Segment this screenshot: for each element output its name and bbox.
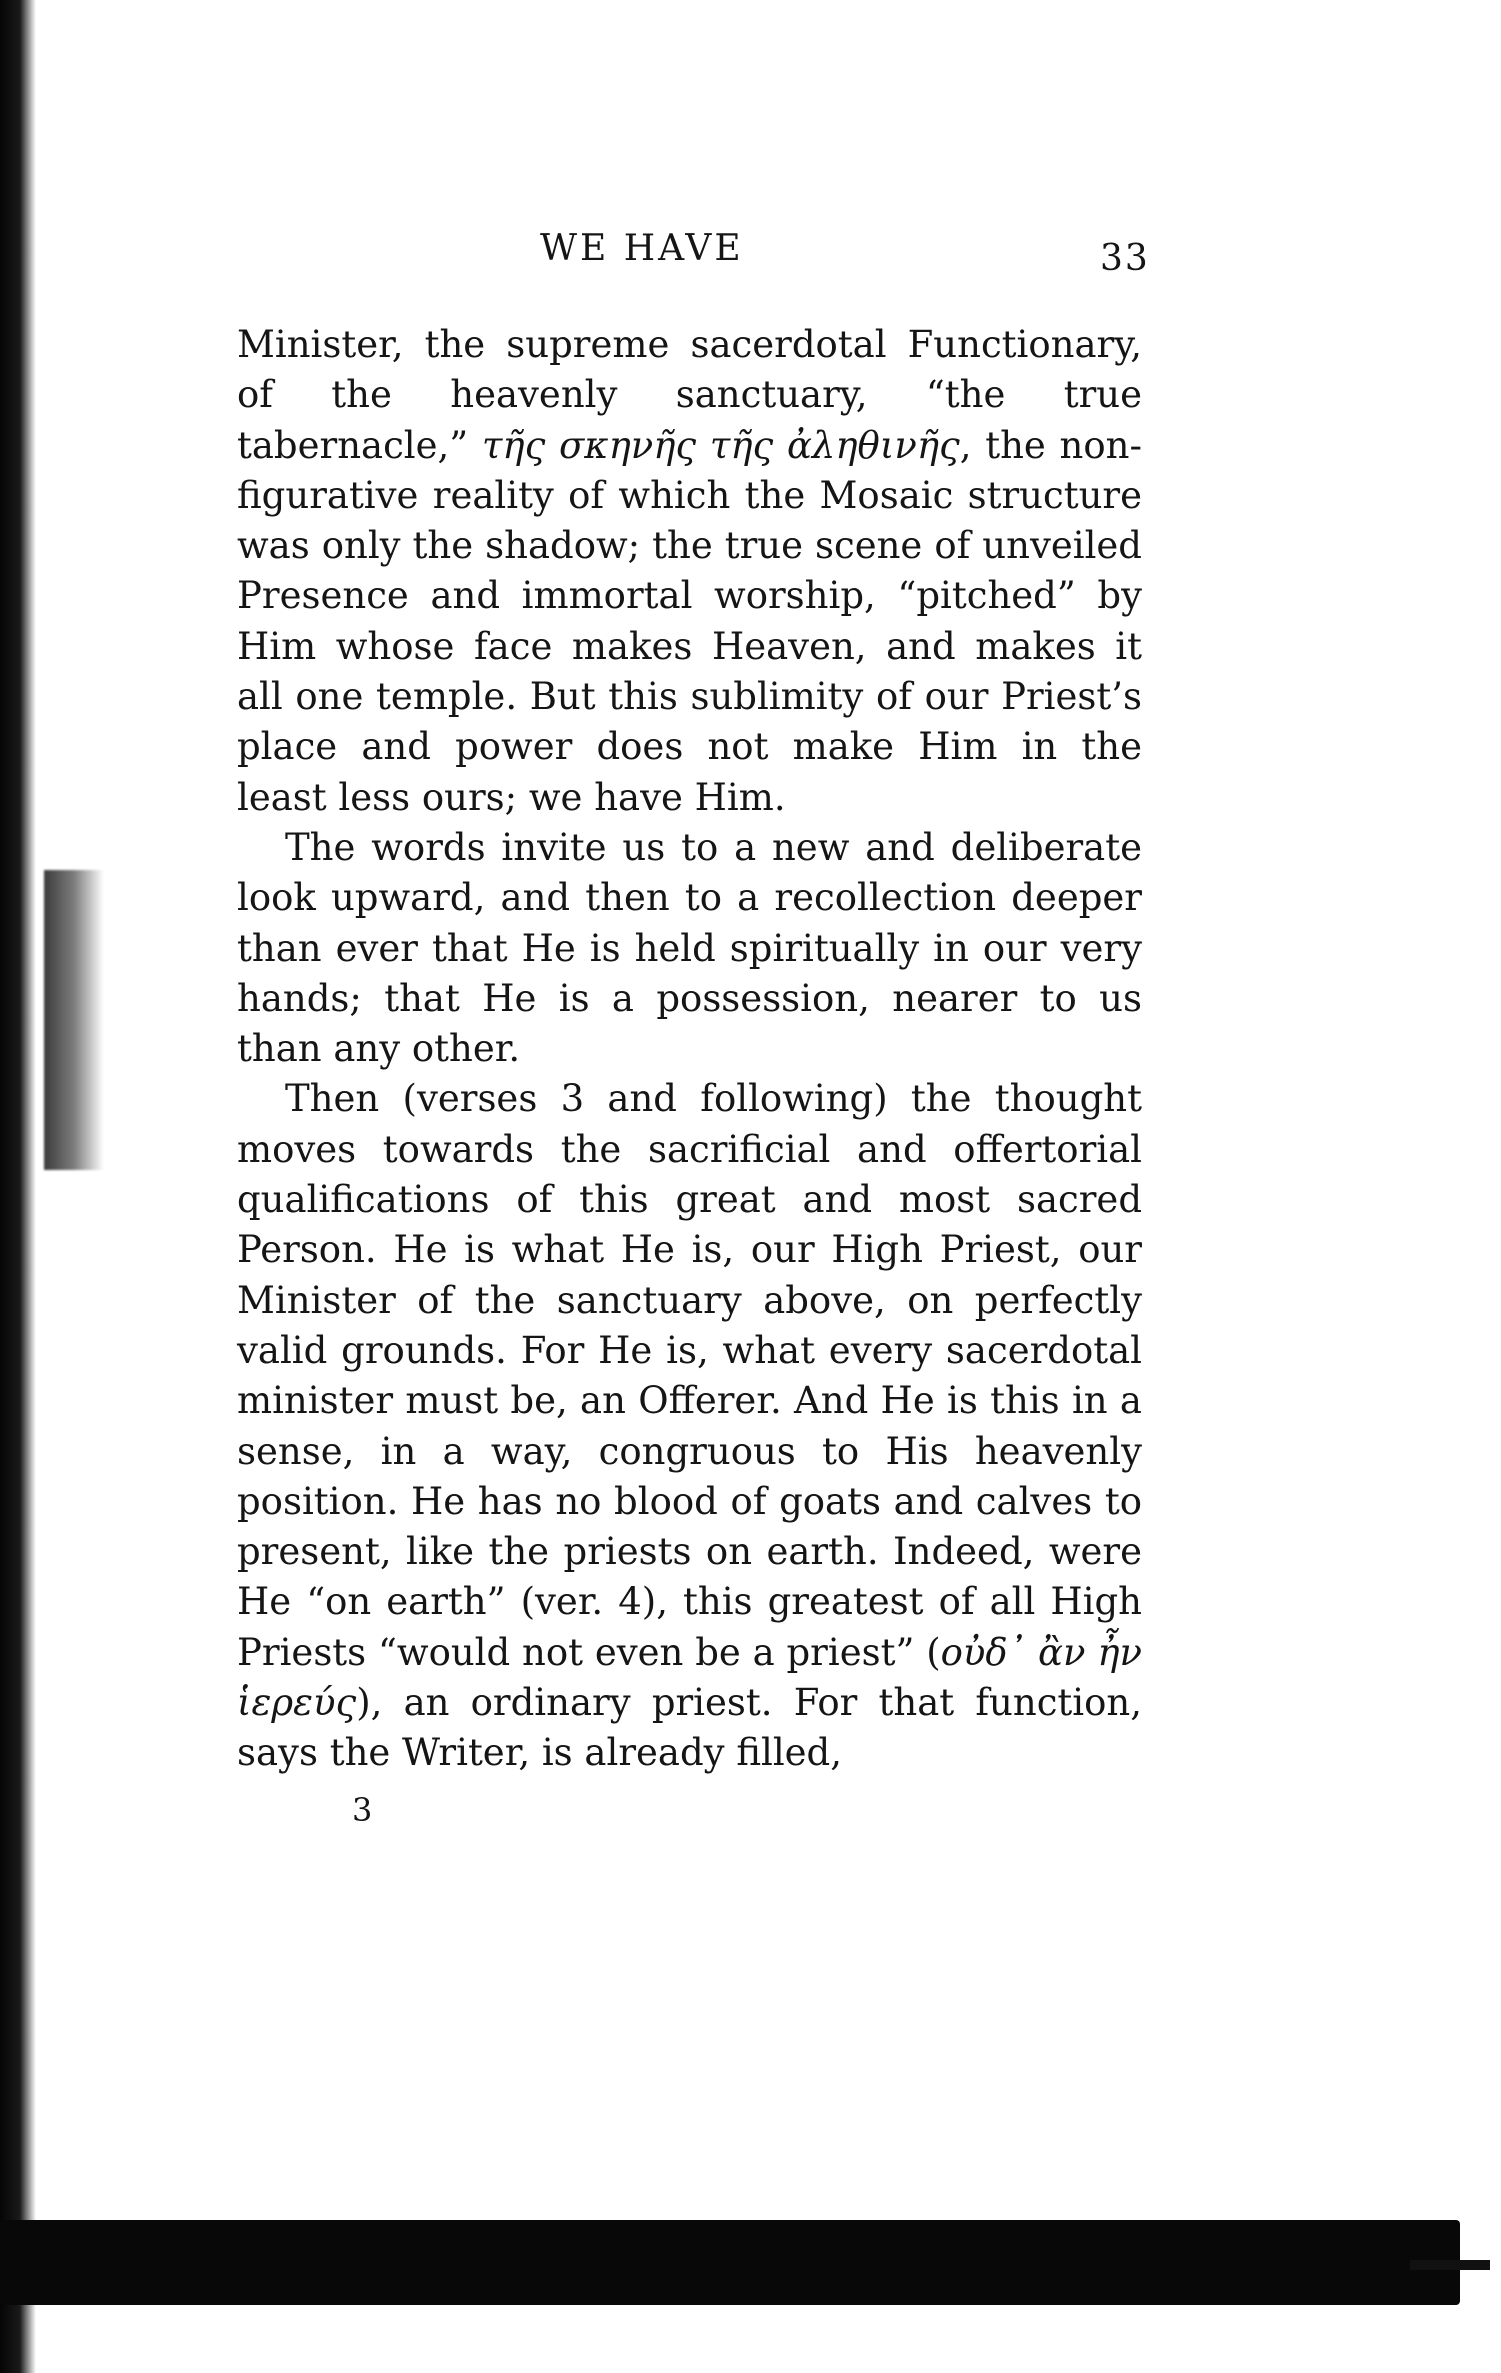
- paragraph-2: The words invite us to a new and deliberate look upward, and then to a recollection deeper than ever that He is held spiritually in our very hands; that He is a possession, nearer to us than any other.: [237, 825, 1142, 1071]
- greek-phrase-priest: οὐδ᾽ ἂν ἦν ἱερεύς: [237, 1630, 1142, 1725]
- paragraph-1-text-b: , the non-figurative reality of which the Mosaic structure was only the shadow; the true scene of unveiled Presence and immortal worship, “pitched” by Him whose face makes Heaven, and makes it all one temple. But this sublimity of our Priest’s place and power does not make Him in the least less ours; we have Him.: [237, 423, 1142, 819]
- greek-phrase-tabernacle: τῆς σκηνῆς τῆς ἀληθινῆς: [481, 423, 960, 467]
- page-number: 33: [1100, 238, 1150, 279]
- scan-bottom-edge: [0, 2220, 1460, 2305]
- paragraph-1-text-a: Minister, the supreme sacerdotal Functionary, of the heavenly sanctuary, “the true tabernacle,”: [237, 323, 1142, 467]
- paragraph-3-text-a: Then (verses 3 and following) the thought moves towards the sacrificial and offertorial qualifications of this great and most sacred Person. He is what He is, our High Priest, our Minister of the sanctuary above, on perfectly valid grounds. For He is, what every sacerdotal minister must be, an Offerer. And He is this in a sense, in a way, congruous to His heavenly position. He has no blood of goats and calves to present, like the priests on earth. Indeed, were He “on earth” (ver. 4), this greatest of all High Priests “would not even be a priest” (: [237, 1077, 1142, 1674]
- page-header: [0, 228, 1501, 288]
- signature-mark: 3: [352, 1791, 373, 1829]
- paragraph-1: [237, 320, 1142, 823]
- scan-left-edge: [0, 0, 36, 2373]
- running-title: WE HAVE: [540, 228, 744, 269]
- scan-bottom-tick: [1410, 2260, 1490, 2270]
- paragraph-3: [237, 1074, 1142, 1778]
- body-text: [237, 320, 1142, 1779]
- scan-left-smudge: [44, 870, 104, 1170]
- paragraph-3-text-b: ), an ordinary priest. For that function, says the Writer, is already filled,: [237, 1681, 1142, 1775]
